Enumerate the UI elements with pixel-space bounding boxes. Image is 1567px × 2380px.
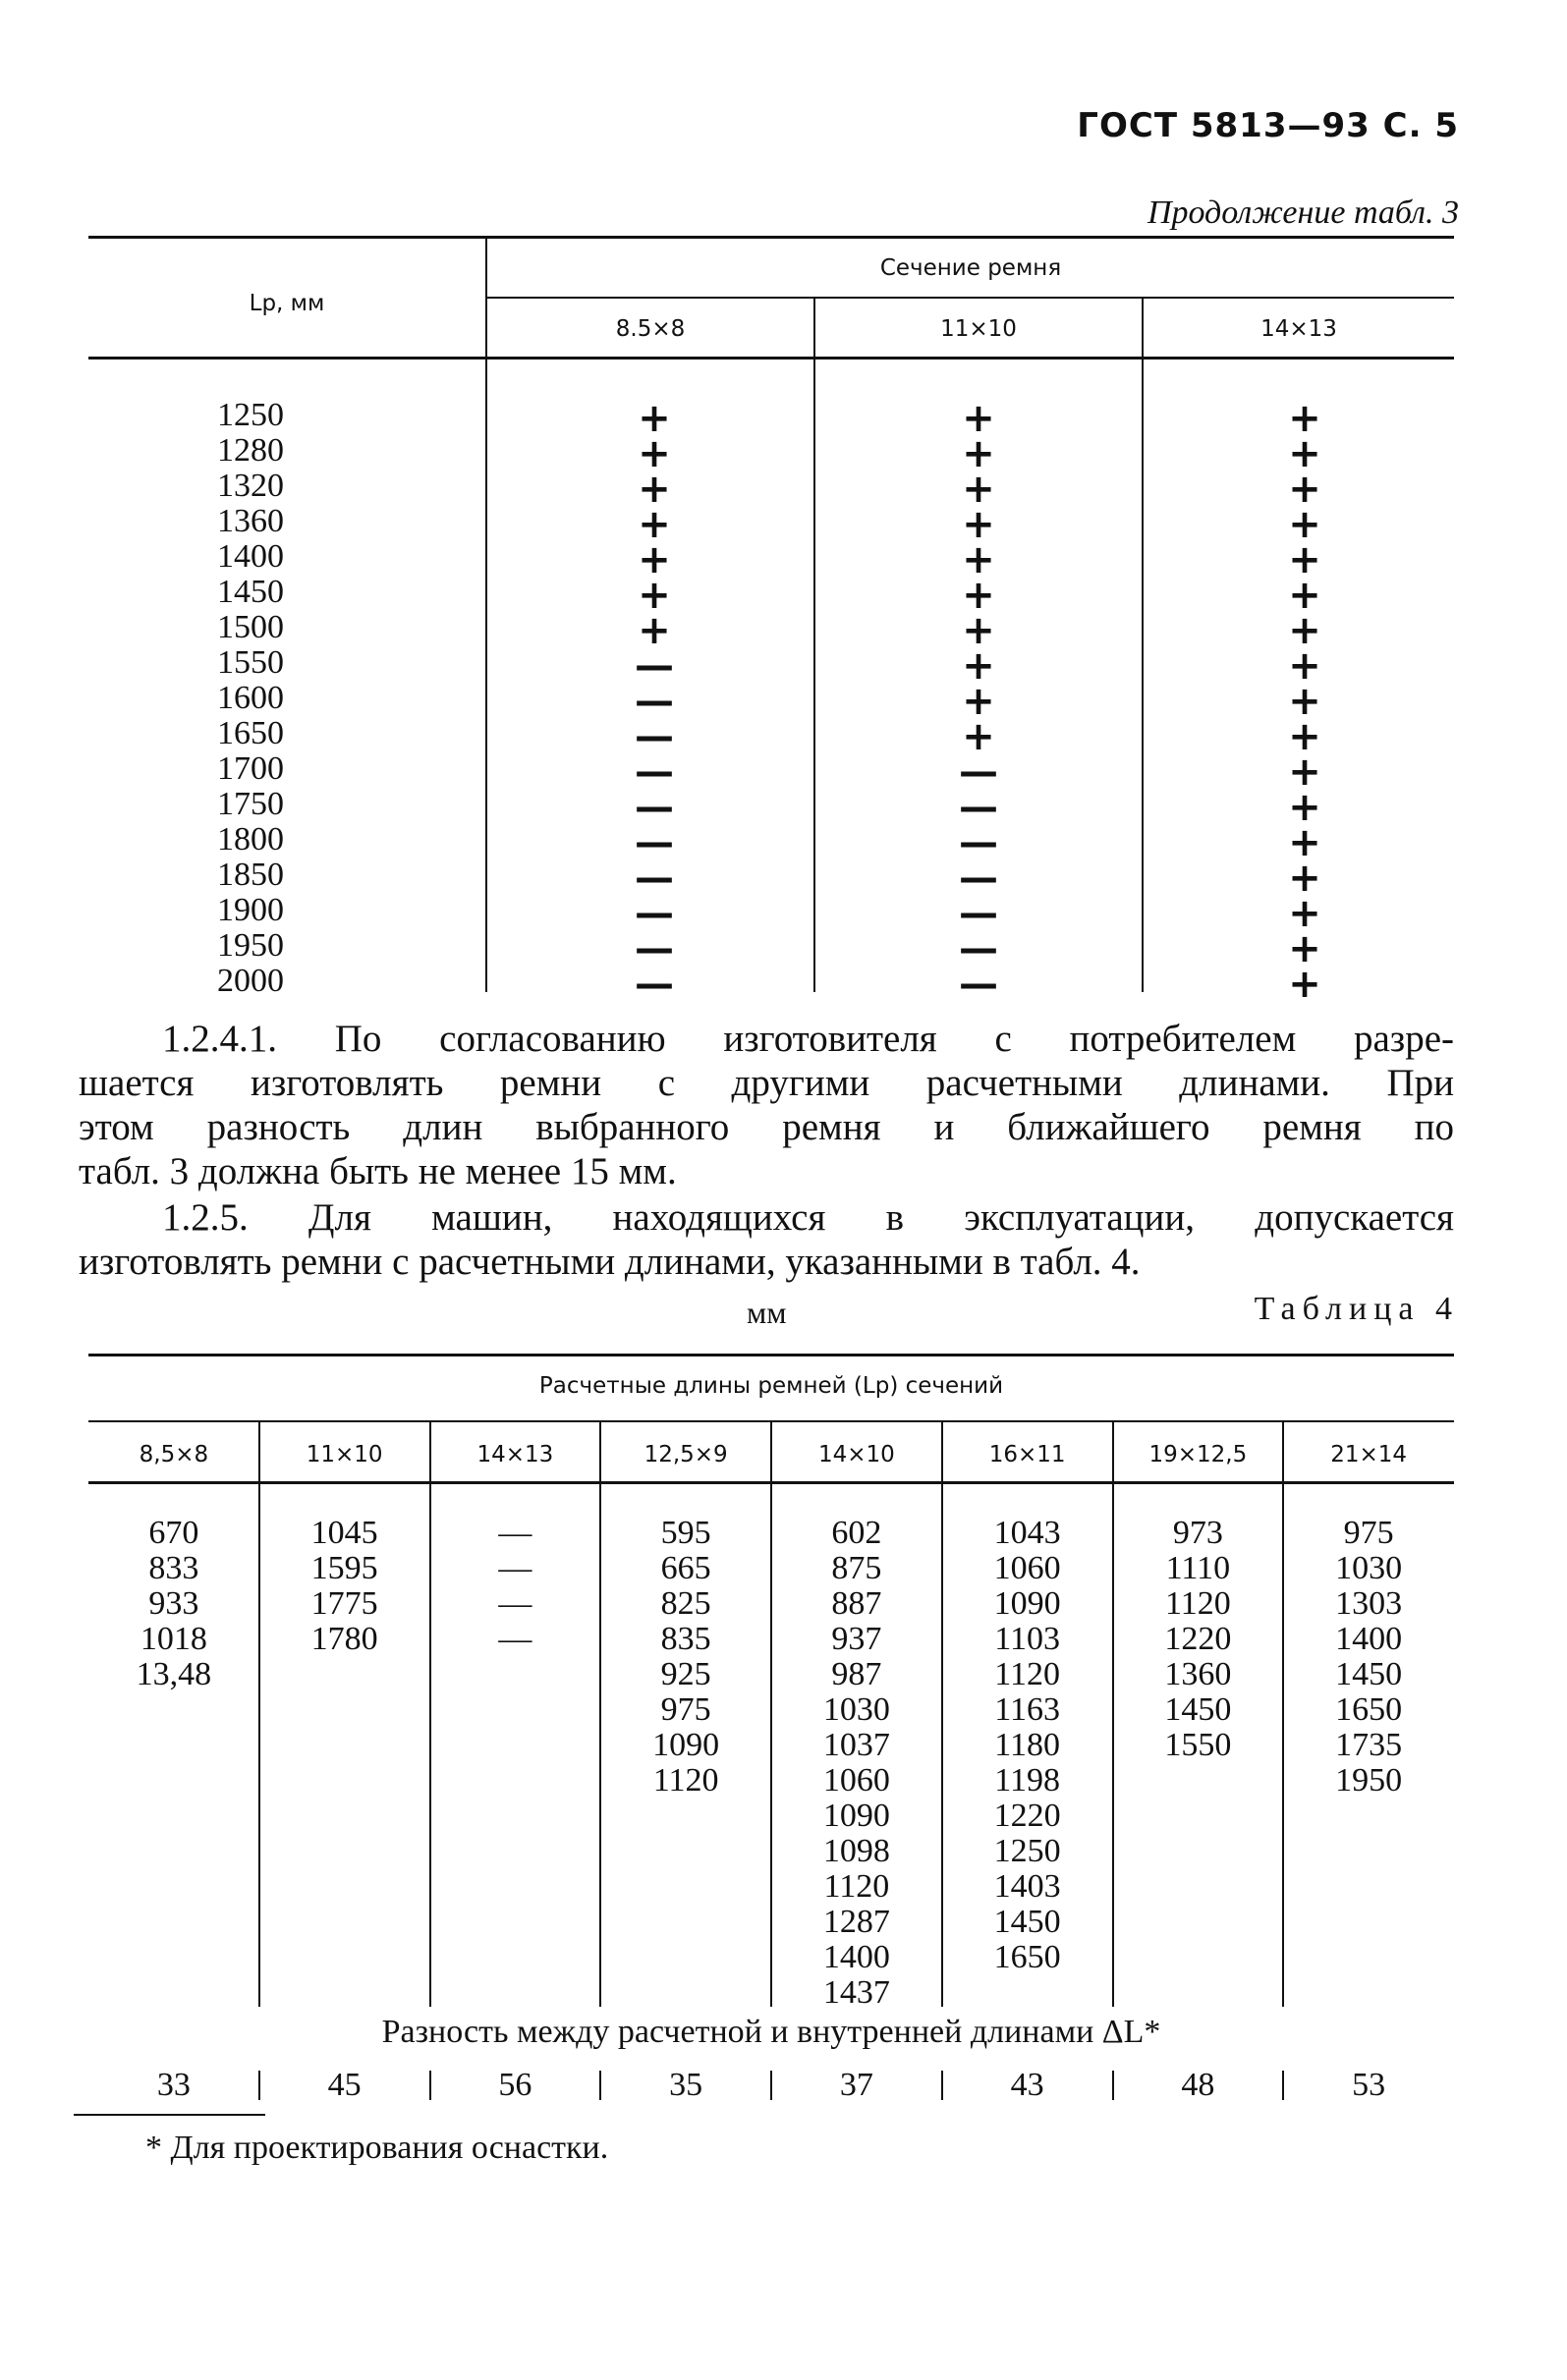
table4-group-header: Расчетные длины ремней (Lp) сечений (538, 1373, 1004, 1399)
table3-value-cell: — (959, 856, 998, 901)
table3-value-cell: + (1288, 714, 1321, 759)
table4-value-cell: 1090 (822, 1798, 890, 1834)
table4-value-cell: 1120 (823, 1868, 890, 1905)
table4-value-cell: — (498, 1585, 532, 1622)
table4-value-cell: 1403 (993, 1868, 1061, 1905)
table4-value-cell: 665 (660, 1550, 711, 1586)
table3-value-cell: + (962, 396, 995, 441)
table4-value-cell: 1060 (822, 1762, 890, 1799)
table4-difference-cell: 43 (1010, 2067, 1044, 2103)
table3-value-cell: — (635, 679, 674, 724)
table4-value-cell: 1090 (993, 1585, 1061, 1622)
table3-length-cell: 1400 (217, 538, 284, 575)
table3-value-cell: + (1288, 679, 1321, 724)
table3-value-cell: — (635, 643, 674, 689)
table4-value-cell: 670 (148, 1515, 199, 1551)
table3-length-cell: 1850 (217, 857, 284, 893)
table3-length-cell: 1500 (217, 609, 284, 645)
table4-value-cell: 1450 (1335, 1656, 1403, 1692)
paragraph-line: изготовлять ремни с расчетными длинами, указанными в табл. 4. (79, 1241, 1141, 1283)
table4-col-header: 19×12,5 (1148, 1442, 1248, 1467)
table3-value-cell: + (962, 502, 995, 547)
table3-value-cell: + (962, 643, 995, 689)
paragraph-1-2-4-1 (79, 1017, 1454, 1193)
table4-value-cell: 1450 (993, 1904, 1061, 1940)
table3-length-cell: 1650 (217, 715, 284, 751)
table4-value-cell: 13,48 (136, 1656, 212, 1692)
footnote: * Для проектирования оснастки. (145, 2130, 609, 2166)
table3-length-cell: 1320 (217, 468, 284, 504)
table4-value-cell: 1250 (993, 1833, 1061, 1869)
table3-value-cell: + (638, 573, 671, 618)
table4-value-cell: — (498, 1621, 532, 1657)
table4-value-cell: 937 (831, 1621, 882, 1657)
table4-value-cell: 833 (148, 1550, 199, 1586)
table4-value-cell: 1360 (1164, 1656, 1232, 1692)
table4-value-cell: 1120 (1165, 1585, 1231, 1622)
table4-column-divider (258, 1422, 260, 2007)
table4-col-header: 16×11 (988, 1442, 1066, 1467)
paragraph-line: этом разность длин выбранного ремня и ближайшего ремня по (79, 1106, 1454, 1148)
table3-length-cell: 1450 (217, 574, 284, 610)
table3-value-cell: + (1288, 643, 1321, 689)
table4-value-cell: 1220 (1164, 1621, 1232, 1657)
table4-value-cell: 1018 (140, 1621, 207, 1657)
table4-value-cell: 1220 (993, 1798, 1061, 1834)
table4-difference-label: Разность между расчетной и внутренней длинами ΔL* (381, 2014, 1161, 2050)
table3-value-cell: — (959, 785, 998, 830)
table4-value-cell: 1437 (822, 1974, 890, 2011)
table3-value-cell: + (1288, 749, 1321, 795)
table4-value-cell: 1030 (822, 1691, 890, 1728)
table3-col-header: 14×13 (1260, 316, 1337, 342)
table4-value-cell: 1120 (652, 1762, 719, 1799)
table3-value-cell: — (635, 856, 674, 901)
table4-value-cell: 1400 (1335, 1621, 1403, 1657)
table3-value-cell: + (1288, 856, 1321, 901)
table4-col-header: 8,5×8 (139, 1442, 209, 1467)
document-header: ГОСТ 5813—93 С. 5 (1077, 106, 1459, 145)
table4-value-cell: 1163 (994, 1691, 1060, 1728)
table4-value-cell: 1650 (993, 1939, 1061, 1975)
table3-length-cell: 1700 (217, 750, 284, 787)
table4-value-cell: 1595 (310, 1550, 378, 1586)
table3-value-cell: + (1288, 467, 1321, 512)
paragraph-line: табл. 3 должна быть не менее 15 мм. (79, 1150, 677, 1192)
table4-difference-cell: 37 (839, 2067, 873, 2103)
table4-col-header: 12,5×9 (644, 1442, 728, 1467)
table3-length-cell: 1360 (217, 503, 284, 539)
table3-value-cell: — (635, 820, 674, 865)
table4-value-cell: 1037 (822, 1727, 890, 1763)
table3-col1-values (586, 396, 723, 1007)
table4-value-cell: 1030 (1335, 1550, 1403, 1586)
table3-length-cell: 1250 (217, 397, 284, 433)
table4-value-cell: 1650 (1335, 1691, 1403, 1728)
table4-value-cell: 1950 (1335, 1762, 1403, 1799)
table4-value-cell: 1400 (822, 1939, 890, 1975)
table3-length-cell: 1950 (217, 927, 284, 964)
table4-value-cell: 1120 (994, 1656, 1060, 1692)
table3-value-cell: + (1288, 608, 1321, 653)
table3-value-cell: + (1288, 537, 1321, 582)
table3-row-header: Lp, мм (249, 291, 325, 316)
table4-value-cell: 1775 (310, 1585, 378, 1622)
table4-value-cell: 875 (831, 1550, 882, 1586)
table3-length-cell: 1550 (217, 644, 284, 681)
table3-group-header: Сечение ремня (879, 255, 1062, 281)
table3-value-cell: + (962, 608, 995, 653)
table3-value-cell: + (962, 431, 995, 476)
table3-value-cell: — (959, 820, 998, 865)
table3-value-cell: + (1288, 396, 1321, 441)
table3-length-cell: 1280 (217, 432, 284, 469)
table3-lengths-column (177, 398, 324, 999)
table4-value-cell: — (498, 1515, 532, 1551)
table3-length-cell: 1600 (217, 680, 284, 716)
table3-value-cell: + (962, 573, 995, 618)
table3-value-cell: + (638, 537, 671, 582)
table4-values-column (942, 1516, 1113, 1975)
table4-value-cell: 835 (660, 1621, 711, 1657)
table4-value-cell: 1103 (994, 1621, 1060, 1657)
table3-value-cell: — (635, 714, 674, 759)
table3-length-cell: 1750 (217, 786, 284, 822)
table3-value-cell: — (635, 785, 674, 830)
table4-value-cell: 1098 (822, 1833, 890, 1869)
table3-value-cell: + (1288, 820, 1321, 865)
table4-values-column (1283, 1516, 1454, 1799)
table3-value-cell: + (638, 431, 671, 476)
table3-col-header: 11×10 (940, 316, 1017, 342)
table4-value-cell: 1198 (994, 1762, 1060, 1799)
table4-difference-cell: 33 (156, 2067, 191, 2103)
table3-value-cell: + (1288, 785, 1321, 830)
table4-value-cell: 1735 (1335, 1727, 1403, 1763)
table4-difference-cell: 56 (498, 2067, 532, 2103)
table4-value-cell: 1110 (1165, 1550, 1231, 1586)
table3-value-cell: + (1288, 502, 1321, 547)
table4-value-cell: 975 (660, 1691, 711, 1728)
paragraph-line: 1.2.5. Для машин, находящихся в эксплуатации, допускается (162, 1196, 1454, 1239)
table4-value-cell: 1060 (993, 1550, 1061, 1586)
table4-col-header: 14×10 (817, 1442, 895, 1467)
table-continuation-label: Продолжение табл. 3 (1147, 194, 1459, 231)
table4-values-column (430, 1516, 601, 1657)
table4-value-cell: 1780 (310, 1621, 378, 1657)
table3-value-cell: + (1288, 926, 1321, 971)
table3-value-cell: — (959, 926, 998, 971)
table3-value-cell: + (638, 467, 671, 512)
table3-value-cell: + (638, 608, 671, 653)
table4-value-cell: 1043 (993, 1515, 1061, 1551)
table4-value-cell: 1090 (652, 1727, 720, 1763)
table4-value-cell: 1550 (1164, 1727, 1232, 1763)
table4-col-header: 21×14 (1330, 1442, 1408, 1467)
table4-values-column (1113, 1516, 1284, 1763)
table4-value-cell: 887 (831, 1585, 882, 1622)
table4-unit: мм (747, 1295, 787, 1330)
table4-title: Таблица 4 (1254, 1291, 1459, 1327)
paragraph-line: шается изготовлять ремни с другими расчетными длинами. При (79, 1062, 1454, 1104)
table3-value-cell: + (638, 502, 671, 547)
paragraph-1-2-5 (79, 1195, 1454, 1284)
table3-length-cell: 1800 (217, 821, 284, 858)
table4-value-cell: 825 (660, 1585, 711, 1622)
table3-value-cell: — (635, 926, 674, 971)
table3-col-header: 8.5×8 (615, 316, 686, 342)
table3-value-cell: — (635, 891, 674, 936)
table4-value-cell: 973 (1172, 1515, 1223, 1551)
table3-value-cell: + (962, 467, 995, 512)
table4-value-cell: 925 (660, 1656, 711, 1692)
table4-col-header: 14×13 (476, 1442, 554, 1467)
table3-value-cell: — (635, 749, 674, 795)
table3-value-cell: — (959, 749, 998, 795)
table4-value-cell: — (498, 1550, 532, 1586)
table4-values-column (259, 1516, 430, 1657)
table4-value-cell: 1450 (1164, 1691, 1232, 1728)
table4-value-cell: 1045 (310, 1515, 378, 1551)
paragraph-line: 1.2.4.1. По согласованию изготовителя с потребителем разре- (162, 1018, 1454, 1060)
table4-value-cell: 602 (831, 1515, 882, 1551)
table4-value-cell: 987 (831, 1656, 882, 1692)
table4-col-header: 11×10 (306, 1442, 383, 1467)
table4-difference-cell: 48 (1181, 2067, 1215, 2103)
table4-column-divider (429, 1422, 431, 2007)
table3-value-cell: + (1288, 573, 1321, 618)
table4-value-cell: 1180 (994, 1727, 1060, 1763)
table4-value-cell: 975 (1343, 1515, 1394, 1551)
table4-value-cell: 933 (148, 1585, 199, 1622)
table3-value-cell: + (1288, 962, 1321, 1007)
table3-value-cell: + (1288, 891, 1321, 936)
table3-value-cell: — (959, 891, 998, 936)
table3-length-cell: 1900 (217, 892, 284, 928)
table4-values-column (771, 1516, 942, 2011)
table3-length-cell: 2000 (217, 963, 284, 999)
table3-value-cell: + (962, 714, 995, 759)
table3-value-cell: + (1288, 431, 1321, 476)
table4-values-column (600, 1516, 771, 1799)
table3-col3-values (1236, 396, 1373, 1007)
table3-value-cell: + (962, 537, 995, 582)
table3-value-cell: + (962, 679, 995, 724)
table4-value-cell: 1303 (1335, 1585, 1403, 1622)
table3-value-cell: — (635, 962, 674, 1007)
table4-difference-cell: 45 (327, 2067, 362, 2103)
table4-value-cell: 595 (660, 1515, 711, 1551)
table4-values-column (88, 1516, 259, 1692)
table4-difference-cell: 53 (1352, 2067, 1386, 2103)
table4-difference-cell: 35 (669, 2067, 703, 2103)
table3-value-cell: — (959, 962, 998, 1007)
table4-value-cell: 1287 (822, 1904, 890, 1940)
table3-col2-values (910, 396, 1047, 1007)
table3-value-cell: + (638, 396, 671, 441)
